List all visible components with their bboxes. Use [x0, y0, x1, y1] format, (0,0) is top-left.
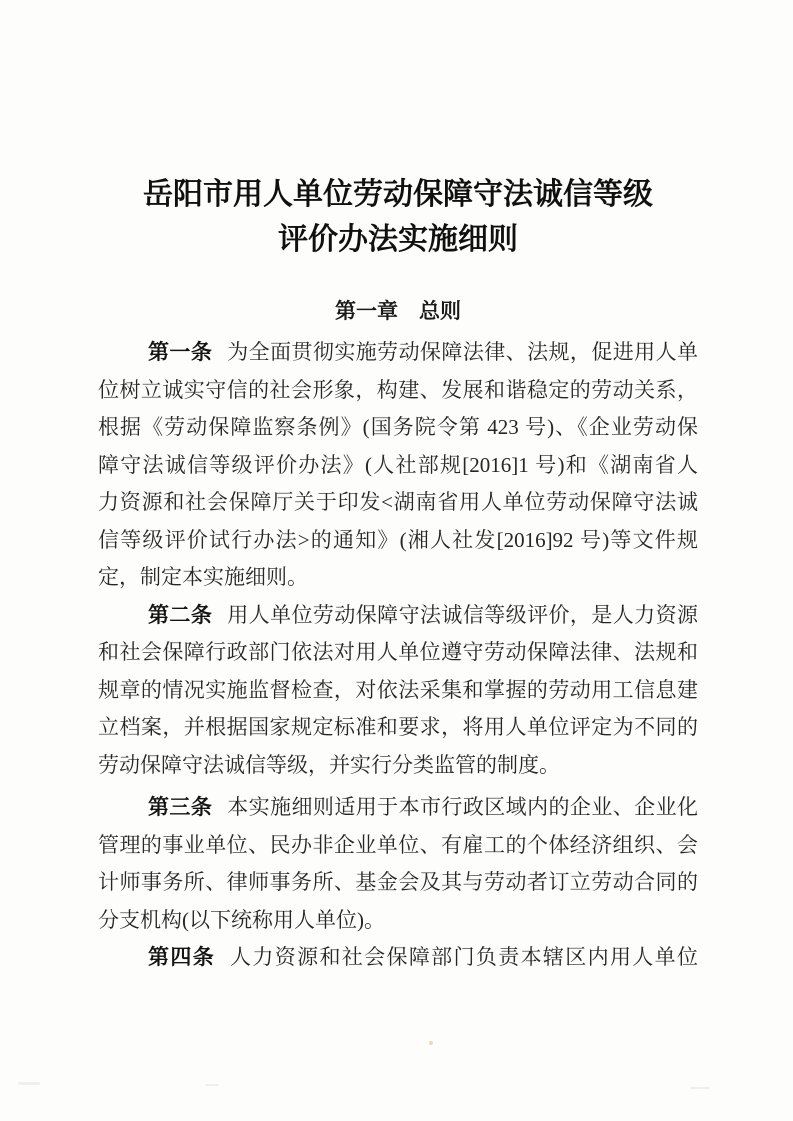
paragraph-line: 和社会保障行政部门依法对用人单位遵守劳动保障法律、法规和 [98, 640, 698, 664]
paragraph-line: 第二条 用人单位劳动保障守法诚信等级评价，是人力资源 [148, 602, 698, 627]
paragraph-line: 第三条 本实施细则适用于本市行政区域内的企业、企业化 [148, 795, 698, 819]
document-title [98, 172, 698, 262]
paragraph [98, 789, 698, 939]
paragraph-line: 分支机构(以下统称用人单位)。 [98, 907, 385, 932]
paragraph-line: 规章的情况实施监督检查，对依法采集和掌握的劳动用工信息建 [98, 677, 698, 702]
paragraph-line: 力资源和社会保障厅关于印发<湖南省用人单位劳动保障守法诚 [98, 490, 698, 514]
article-label: 第一条 [148, 341, 213, 364]
chapter-heading: 第一章 总则 [335, 300, 461, 323]
paragraph-line: 第四条 人力资源和社会保障部门负责本辖区内用人单位 [148, 945, 699, 969]
paragraph-line: 位树立诚实守信的社会形象，构建、发展和谐稳定的劳动关系， [98, 377, 698, 402]
scan-smudge [205, 1084, 219, 1086]
paragraph-line: 立档案，并根据国家规定标准和要求，将用人单位评定为不同的 [98, 715, 698, 739]
paragraph [98, 939, 698, 977]
scan-smudge [18, 1082, 40, 1085]
paragraph-line: 信等级评价试行办法>的通知》(湘人社发[2016]92 号)等文件规 [98, 527, 698, 552]
document-title-line-2: 评价办法实施细则 [278, 223, 518, 256]
scan-smudge [690, 1087, 710, 1089]
document-title-line-1: 岳阳市用人单位劳动保障守法诚信等级 [143, 178, 653, 211]
paragraph-line: 管理的事业单位、民办非企业单位、有雇工的个体经济组织、会 [98, 832, 698, 857]
paragraph [98, 597, 698, 785]
document-body [98, 334, 698, 977]
paragraph-line: 计师事务所、律师事务所、基金会及其与劳动者订立劳动合同的 [98, 870, 698, 894]
document [98, 0, 698, 977]
paragraph-line: 第一条 为全面贯彻实施劳动保障法律、法规，促进用人单 [148, 340, 698, 364]
scan-artifact-dot [429, 1041, 433, 1045]
paragraph-line: 根据《劳动保障监察条例》(国务院令第 423 号)、《企业劳动保 [98, 415, 698, 439]
article-label: 第四条 [148, 946, 216, 969]
paragraph-line: 定，制定本实施细则。 [98, 565, 308, 589]
paragraph-line: 劳动保障守法诚信等级，并实行分类监管的制度。 [98, 752, 560, 777]
article-label: 第二条 [148, 603, 213, 627]
article-label: 第三条 [148, 796, 213, 819]
paragraph [98, 334, 698, 597]
paragraph-line: 障守法诚信等级评价办法》(人社部规[2016]1 号)和《湖南省人 [98, 452, 698, 477]
